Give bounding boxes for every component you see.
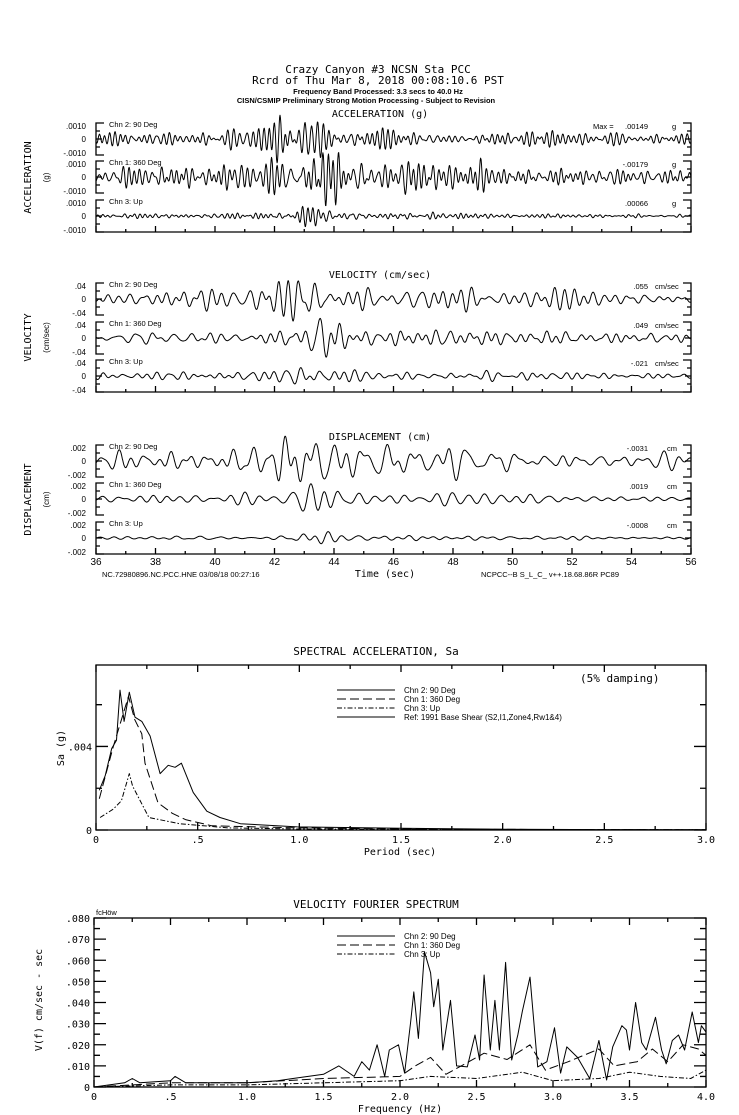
peak-unit: cm (667, 521, 677, 530)
y-tick-label-zero: 0 (81, 457, 86, 466)
y-tick-label: .060 (65, 956, 90, 968)
x-tick-label: 2.5 (467, 1092, 486, 1103)
x-tick-label: 1.0 (237, 1092, 257, 1103)
x-tick-label: 1.5 (314, 1092, 333, 1103)
channel-trace-group (68, 480, 691, 518)
x-tick-label: 1.5 (391, 835, 411, 846)
y-tick-label: .070 (65, 935, 90, 947)
x-tick-label: 0 (92, 835, 100, 846)
chart-title: VELOCITY FOURIER SPECTRUM (293, 898, 459, 911)
x-tick-label: 38 (149, 557, 162, 568)
channel-trace-group (68, 519, 691, 557)
legend-label: Chn 1: 360 Deg (404, 941, 461, 950)
waveform-trace (96, 436, 691, 481)
channel-label: Chn 2: 90 Deg (109, 280, 158, 289)
x-tick-label: 52 (566, 557, 578, 568)
y-tick-label-top: .04 (74, 321, 86, 330)
x-tick-label: 2.5 (595, 835, 614, 846)
panel-title: ACCELERATION (g) (331, 109, 429, 120)
y-tick-label-zero: 0 (81, 295, 86, 304)
x-axis-label: Period (sec) (363, 847, 437, 858)
y-tick-label-top: .0010 (65, 199, 86, 208)
peak-value: .0019 (629, 482, 648, 491)
peak-value: .00066 (625, 199, 648, 208)
y-axis-label: DISPLACEMENT (23, 463, 34, 536)
peak-value: -.021 (630, 359, 648, 368)
processing-note: CISN/CSMIP Preliminary Strong Motion Processing - Subject to Revision (236, 96, 496, 105)
time-axis (96, 548, 691, 554)
channel-label: Chn 2: 90 Deg (109, 120, 158, 129)
x-tick-label: .5 (191, 835, 204, 846)
station-title: Crazy Canyon #3 NCSN Sta PCC (285, 63, 471, 76)
chart-title: SPECTRAL ACCELERATION, Sa (293, 645, 459, 658)
right-axis-bracket (683, 445, 691, 477)
y-axis-label: Sa (g) (56, 729, 67, 767)
legend-label: Chn 3: Up (404, 950, 441, 959)
right-axis-bracket (683, 123, 691, 155)
x-tick-label: 0 (90, 1092, 98, 1103)
y-tick-label: .010 (65, 1061, 90, 1073)
peak-value: -.00179 (622, 160, 648, 169)
waveform-trace (96, 153, 691, 206)
x-tick-label: 48 (447, 557, 459, 568)
y-tick-label: .030 (65, 1019, 90, 1031)
channel-trace-group (72, 280, 691, 321)
y-tick-label-zero: 0 (81, 135, 86, 144)
channel-trace-group (68, 436, 691, 481)
x-tick-label: 1.0 (290, 835, 309, 846)
x-tick-label: 40 (209, 557, 221, 568)
y-tick-label-zero: 0 (81, 173, 86, 182)
x-tick-label: 2.0 (390, 1092, 410, 1103)
peak-unit: g (672, 160, 677, 169)
peak-value: -.0031 (626, 444, 648, 453)
x-tick-label: 36 (90, 557, 102, 568)
x-tick-label: 3.0 (696, 835, 716, 846)
y-tick-label: .040 (65, 998, 90, 1010)
y-tick-label-bottom: -.0010 (63, 187, 86, 196)
channel-trace-group (72, 318, 691, 357)
y-tick-label-top: .0010 (65, 160, 86, 169)
x-tick-label: .5 (164, 1092, 177, 1103)
channel-label: Chn 2: 90 Deg (109, 442, 158, 451)
right-axis-bracket (683, 161, 691, 193)
legend-label: Chn 2: 90 Deg (404, 686, 456, 695)
panel-displacement (23, 432, 691, 557)
x-axis-label: Frequency (Hz) (357, 1104, 443, 1115)
y-tick-label-zero: 0 (81, 372, 86, 381)
waveform-trace (96, 318, 691, 357)
peak-unit: cm/sec (655, 321, 679, 330)
y-tick-label-top: .002 (70, 521, 86, 530)
y-tick-label: .050 (65, 977, 90, 989)
footer-left: NC.72980896.NC.PCC.HNE 03/08/18 00:27:16 (102, 570, 260, 579)
peak-unit: g (672, 122, 677, 131)
legend-label: Ref: 1991 Base Shear (S2,I1,Zone4,Rw1&4) (404, 713, 562, 722)
x-tick-label: 54 (625, 557, 638, 568)
y-tick-label-top: .0010 (65, 122, 86, 131)
series-line-2 (99, 696, 706, 830)
y-tick-label: 0 (83, 1083, 90, 1094)
channel-label: Chn 1: 360 Deg (109, 158, 162, 167)
axis-ticks (94, 918, 706, 1087)
y-tick-label-bottom: -.002 (67, 548, 86, 557)
y-tick-label-top: .002 (70, 444, 86, 453)
time-axis (96, 226, 691, 232)
y-axis-label: V(f) cm/sec - sec (34, 948, 45, 1052)
series-line-1 (94, 952, 706, 1087)
legend-label: Chn 1: 360 Deg (404, 695, 461, 704)
time-history-panels (23, 109, 697, 580)
y-axis-label: VELOCITY (23, 313, 34, 362)
peak-value: .049 (633, 321, 648, 330)
x-axis-label: Time (sec) (354, 569, 416, 580)
footer-right: NCPCC--B S_L_C_ v++.18.68.86R PC89 (481, 570, 619, 579)
channel-label: Chn 3: Up (109, 519, 143, 528)
damping-note: (5% damping) (580, 672, 660, 685)
corner-label: fcHöw (96, 908, 117, 917)
channel-label: Chn 1: 360 Deg (109, 319, 162, 328)
waveform-trace (96, 532, 691, 544)
channel-trace-group (72, 357, 691, 395)
x-tick-label: 4.0 (696, 1092, 716, 1103)
y-tick-label-bottom: -.04 (72, 309, 86, 318)
y-tick-label: .004 (67, 742, 92, 754)
max-label: Max = (593, 122, 614, 131)
record-time: Rcrd of Thu Mar 8, 2018 00:08:10.6 PST (252, 74, 504, 87)
channel-trace-group (63, 153, 691, 206)
peak-unit: g (672, 199, 677, 208)
header (237, 63, 504, 105)
time-axis (96, 386, 691, 392)
x-tick-label: 50 (506, 557, 519, 568)
panel-velocity (23, 270, 691, 395)
peak-value: .055 (633, 282, 648, 291)
channel-label: Chn 3: Up (109, 357, 143, 366)
x-tick-label: 42 (268, 557, 281, 568)
peak-unit: cm/sec (655, 282, 679, 291)
legend-label: Chn 3: Up (404, 704, 441, 713)
spectral-acceleration-chart (56, 645, 715, 858)
y-axis-unit: (g) (42, 172, 51, 183)
x-tick-label: 44 (328, 557, 340, 568)
x-tick-label: 2.0 (493, 835, 512, 846)
channel-trace-group (63, 197, 691, 235)
y-tick-label-top: .002 (70, 482, 86, 491)
y-tick-label-bottom: -.04 (72, 348, 86, 357)
y-tick-label-zero: 0 (81, 534, 86, 543)
waveform-trace (96, 484, 691, 511)
axis-ticks (96, 665, 706, 830)
x-tick-label: 3.0 (543, 1092, 563, 1103)
waveform-trace (96, 206, 691, 226)
y-axis-label: ACCELERATION (23, 141, 34, 214)
channel-label: Chn 1: 360 Deg (109, 480, 162, 489)
y-tick-label-bottom: -.0010 (63, 149, 86, 158)
peak-unit: cm (667, 444, 677, 453)
peak-value: .00149 (625, 122, 648, 131)
y-tick-label-bottom: -.04 (72, 386, 86, 395)
y-tick-label-bottom: -.0010 (63, 226, 86, 235)
peak-unit: cm (667, 482, 677, 491)
y-tick-label-top: .04 (74, 282, 86, 291)
y-tick-label-zero: 0 (81, 212, 86, 221)
left-axis-bracket (96, 123, 104, 155)
legend-label: Chn 2: 90 Deg (404, 932, 456, 941)
y-tick-label: 0 (85, 826, 92, 837)
y-tick-label-zero: 0 (81, 495, 86, 504)
y-tick-label: .080 (65, 914, 90, 925)
velocity-fourier-chart (34, 898, 715, 1115)
x-tick-label: 46 (387, 557, 400, 568)
plot-frame (94, 918, 706, 1087)
y-tick-label-zero: 0 (81, 334, 86, 343)
waveform-trace (96, 368, 691, 384)
peak-unit: cm/sec (655, 359, 679, 368)
y-tick-label-bottom: -.002 (67, 509, 86, 518)
frequency-band: Frequency Band Processed: 3.3 secs to 40.0 Hz (293, 87, 463, 96)
x-tick-label: 3.5 (620, 1092, 639, 1103)
series-line-1 (99, 690, 706, 830)
waveform-trace (96, 281, 691, 321)
channel-label: Chn 3: Up (109, 197, 143, 206)
peak-value: -.0008 (626, 521, 648, 530)
panel-acceleration (23, 109, 691, 235)
y-axis-unit: (cm) (42, 491, 51, 508)
y-tick-label-top: .04 (74, 359, 86, 368)
y-tick-label-bottom: -.002 (67, 471, 86, 480)
y-axis-unit: (cm/sec) (42, 322, 51, 353)
y-tick-label: .020 (65, 1040, 90, 1052)
x-tick-label: 56 (685, 557, 697, 568)
channel-trace-group (63, 115, 691, 163)
panel-title: VELOCITY (cm/sec) (328, 270, 432, 281)
plot-frame (96, 665, 706, 830)
panel-title: DISPLACEMENT (cm) (328, 432, 432, 443)
